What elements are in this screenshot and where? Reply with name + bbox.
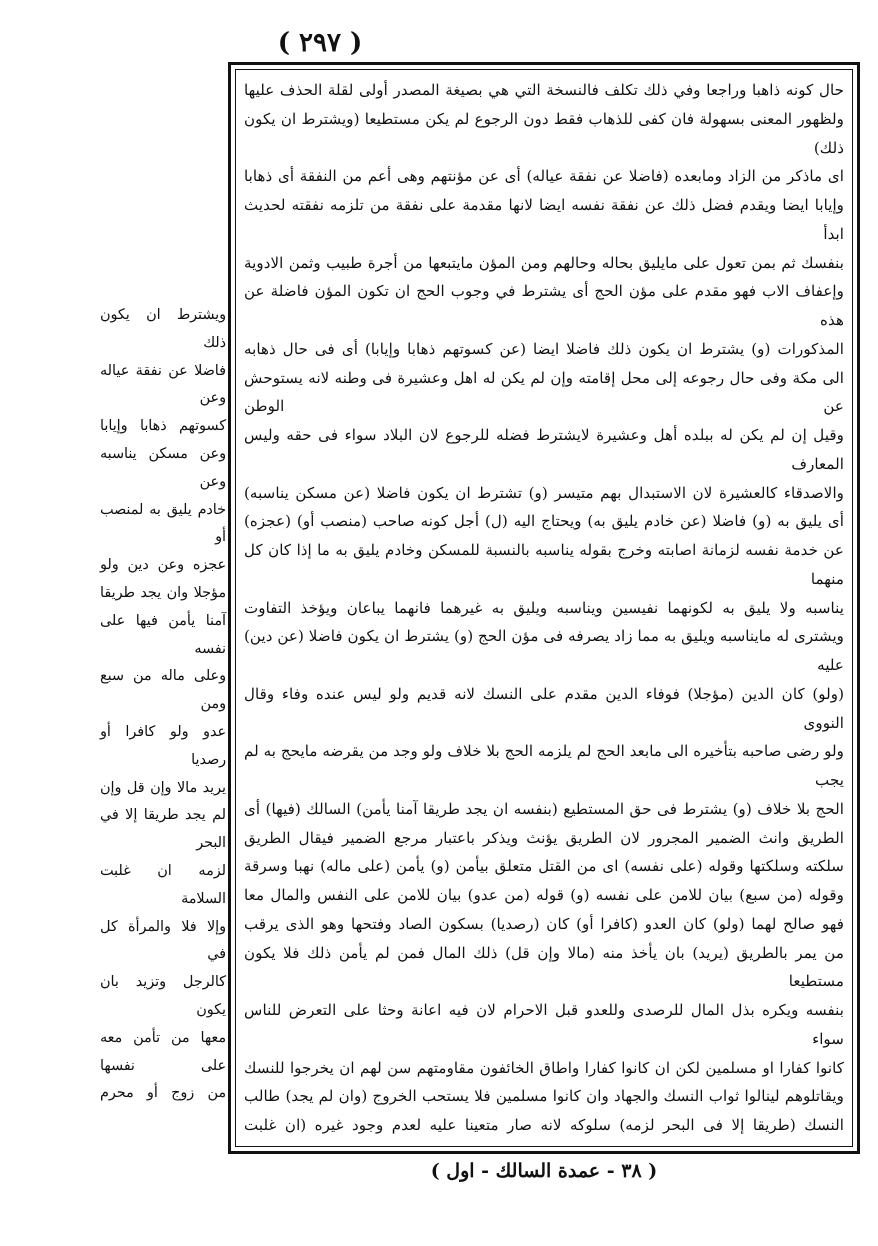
text-line: كانوا كفارا او مسلمين لكن ان كانوا كفارا واطاق الخائفون مقاومتهم سن لهم ان يخرجوا للنسك [244,1058,844,1077]
commentary-text [244,76,844,1140]
margin-line: وعلى ماله من سبع ومن [100,668,226,713]
margin-line: آمنا يأمن فيها على نفسه [100,612,226,657]
text-line: الطريق وانث الضمير المجرور لان الطريق يؤنث ويذكر باعتبار مرجع الضمير فيقال الطريق [244,828,844,847]
text-line: والاصدقاء كالعشيرة لان الاستبدال بهم متيسر (و) تشترط ان يكون فاضلا (عن مسكن يناسبه) [244,483,844,502]
margin-line: من زوج أو محرم [100,1085,226,1102]
margin-line: خادم يليق به لمنصب أو [100,501,226,546]
margin-line: عدو ولو كافرا أو رصديا [100,723,226,768]
margin-line: وإلا فلا والمرأة كل في [100,918,226,963]
text-line: وقوله (من سبع) بيان للامن على نفسه (و) قوله (من عدو) بيان للامن على النفس والمال معا [244,886,844,904]
margin-line: كالرجل وتزيد بان يكون [100,974,226,1018]
margin-line: لم يجد طريقا إلا في البحر [100,807,226,852]
text-line: عن خدمة نفسه لزمانة اصابته وخرج بقوله يناسبه بالنسبة للمسكن وخادم يليق به ما إذا كان كل منهما [244,541,844,588]
text-line: النسك (طريقا إلا فى البحر لزمه) سلوكه لانه صار متعينا عليه لعدم وجود غيره (ان غلبت [244,1116,844,1134]
text-line: ولظهور المعنى بسهولة فان كفى للذهاب فقط دون الرجوع لم يكن مستطيعا (ويشترط ان يكون ذلك) [244,109,844,157]
text-frame-inner-border [235,69,853,1147]
printer-signature: ( ٣٨ - عمدة السالك - اول ) [430,1160,658,1182]
text-line: وإيابا ايضا ويقدم فضل ذلك عن نفقة نفسه ايضا لانها مقدمة على نفقة من تلزمه نفقته لحديث ابدأ [244,196,844,243]
text-line: سلكته وسلكتها وقوله (على نفسه) اى من القتل متعلق بيأمن (و) يأمن (على ماله) نهبا وسرقة [244,857,844,876]
text-line: أى يليق به (و) فاضلا (عن خادم يليق به) ويحتاج اليه (ل) أجل كونه صاحب (منصب أو) (عجزه) [244,512,844,531]
text-line: من يمر بالطريق (يريد) بان يأخذ منه (مالا وإن قل) ذلك المال فمن لم يأمن ذلك فلا يكون مستطيعا [244,943,844,991]
margin-line: يريد مالا وإن قل وإن [100,779,226,796]
text-line: فهو صالح لهما (ولو) كان العدو (كافرا أو) كان (رصديا) بسكون الصاد وفتحها وهو الذى يرقب [244,914,844,933]
text-line: (ولو) كان الدين (مؤجلا) فوفاء الدين مقدم على النسك لانه قديم ولو ليس عنده وفاء وقال النووى [244,684,844,732]
text-line: حال كونه ذاهبا وراجعا وفي ذلك تكلف فالنسخة التي هي بصيغة المصدر أولى لقلة الحذف عليها [244,81,844,99]
text-line: ولو رضى صاحبه بتأخيره الى مابعد الحج لم يلزمه الحج بلا خلاف ولو وجد من يقرضه مايحج به لم يجب [244,742,844,789]
margin-line: مؤجلا وان يجد طريقا [100,584,226,601]
text-line: الحج بلا خلاف (و) يشترط فى حق المستطيع (بنفسه ان يجد طريقا آمنا يأمن) السالك (فيها) أى [244,799,844,818]
margin-line: وعن مسكن يناسبه وعن [100,445,226,490]
text-line: الى مكة وفى حال رجوعه إلى محل إقامته وإن لم يكن له اهل وعشيرة فى وطنه لانه يستوحش عن الوطن [244,368,844,416]
page-number: ( ٢٩٧ ) [277,28,363,58]
text-line: بنفسه ويكره بذل المال للرصدى وللعدو قبل الاحرام لان فيه اعانة وحثا على التعرض للناس سواء [244,1001,844,1048]
text-line: يناسبه ولا يليق به لكونهما نفيسين ويناسبه ويليق به غيرهما فانهما يباعان ويؤخذ التفاوت [244,598,844,617]
margin-line: معها من تأمن معه على نفسها [100,1029,226,1074]
text-line: اى ماذكر من الزاد ومابعده (فاضلا عن نفقة عياله) أى عن مؤنتهم وهى أعم من النفقة أى ذهابا [244,167,844,186]
text-line: وإعفاف الاب فهو مقدم على مؤن الحج أى يشترط في وجوب الحج ان تكون المؤن فاضلة عن هذه [244,282,844,329]
margin-line: كسوتهم ذهابا وإيابا [100,418,226,435]
text-line: ويقاتلوهم لينالوا ثواب النسك والجهاد وان كانوا مسلمين فلا يستحب الخروج (وان لم يجد) طالب [244,1087,844,1106]
text-frame [228,62,860,1154]
text-line: ويشترى له مايناسبه ويليق به مما زاد يصرفه فى مؤن الحج (و) يشترط ان يكون فاضلا (عن دين) عليه [244,627,844,674]
text-line: وقيل إن لم يكن له ببلده أهل وعشيرة لايشترط فضله للرجوع لان البلاد سواء فى حقه وليس المعارف [244,426,844,473]
text-line: المذكورات (و) يشترط ان يكون ذلك فاضلا ايضا (عن كسوتهم ذهابا وإيابا) أى فى حال ذهابه [244,339,844,358]
margin-line: فاضلا عن نفقة عياله وعن [100,362,226,407]
margin-line: ويشترط ان يكون ذلك [100,307,226,351]
margin-note [100,302,226,1108]
text-line: بنفسك ثم بمن تعول على مايليق بحاله وحالهم ومن المؤن مايتبعها من أجرة طبيب وثمن الادوية [244,253,844,272]
margin-line: لزمه ان غلبت السلامة [100,862,226,907]
margin-line: عجزه وعن دين ولو [100,557,226,574]
